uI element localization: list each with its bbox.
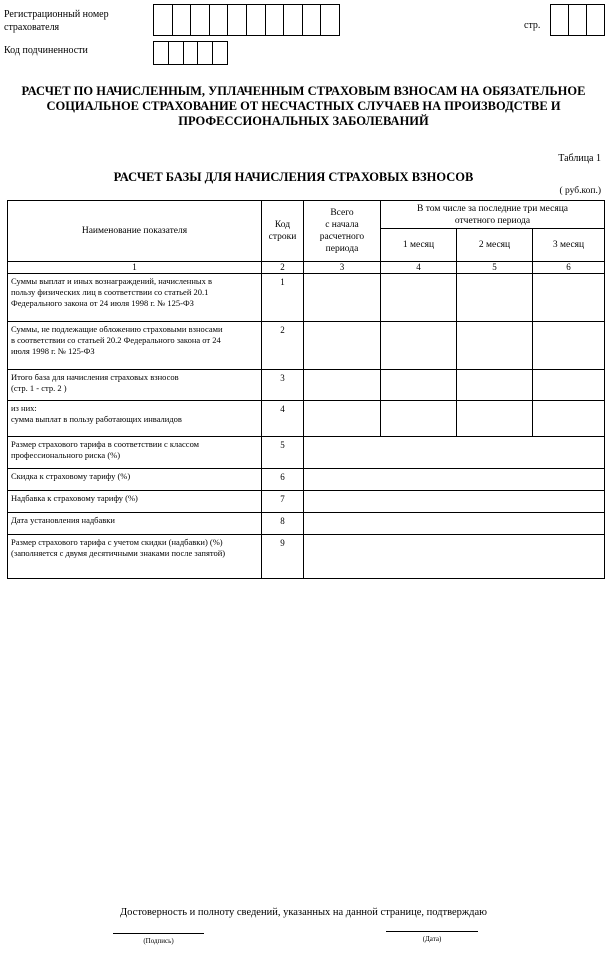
header-month-1: 1 месяц xyxy=(381,229,457,262)
form-title xyxy=(12,84,595,129)
signature-line[interactable] xyxy=(113,933,204,934)
value-total[interactable] xyxy=(304,274,381,322)
row-label-line: Итого база для начисления страховых взносов xyxy=(11,372,179,382)
row-code: 6 xyxy=(262,469,304,491)
page-number-cell[interactable] xyxy=(551,5,569,35)
value-month-2[interactable] xyxy=(457,274,533,322)
confirmation-text: Достоверность и полноту сведений, указанных на данной странице, подтверждаю xyxy=(119,907,488,918)
value-total[interactable] xyxy=(304,370,381,401)
row-label-line: Суммы выплат и иных вознаграждений, начисленных в xyxy=(11,276,213,286)
header-total-line3: расчетного xyxy=(319,232,365,242)
table-row xyxy=(8,322,605,370)
reg-number-cell[interactable] xyxy=(266,5,285,35)
row-label-line: июля 1998 г. № 125-ФЗ xyxy=(11,346,95,356)
col-number: 6 xyxy=(533,262,605,274)
value-month-2[interactable] xyxy=(457,370,533,401)
header-last-three-months xyxy=(381,201,605,229)
row-label xyxy=(8,513,262,535)
reg-number-cell[interactable] xyxy=(173,5,192,35)
value-month-3[interactable] xyxy=(533,274,605,322)
row-label-line: Федерального закона от 24 июля 1998 г. № 125-ФЗ xyxy=(11,298,194,308)
form-title-line1: РАСЧЕТ ПО НАЧИСЛЕННЫМ, УПЛАЧЕННЫМ СТРАХОВЫМ ВЗНОСАМ НА ОБЯЗАТЕЛЬНОЕ xyxy=(21,84,586,98)
value-cell[interactable] xyxy=(304,469,605,491)
form-title-line3: ПРОФЕССИОНАЛЬНЫХ ЗАБОЛЕВАНИЙ xyxy=(178,114,429,128)
col-number: 5 xyxy=(457,262,533,274)
reg-number-cell[interactable] xyxy=(303,5,322,35)
page-number-cell[interactable] xyxy=(587,5,605,35)
col-number: 1 xyxy=(8,262,262,274)
form-title-line2: СОЦИАЛЬНОЕ СТРАХОВАНИЕ ОТ НЕСЧАСТНЫХ СЛУЧАЕВ НА ПРОИЗВОДСТВЕ И xyxy=(46,99,561,113)
header-code-line1: Код xyxy=(274,220,291,230)
table-row xyxy=(8,513,605,535)
header-code xyxy=(262,201,304,262)
row-label xyxy=(8,491,262,513)
value-cell[interactable] xyxy=(304,437,605,469)
value-month-3[interactable] xyxy=(533,401,605,437)
row-code: 8 xyxy=(262,513,304,535)
reg-number-cell[interactable] xyxy=(191,5,210,35)
row-label xyxy=(8,469,262,491)
row-label xyxy=(8,370,262,401)
table-row xyxy=(8,401,605,437)
row-code: 3 xyxy=(262,370,304,401)
header-total-line1: Всего xyxy=(330,208,354,218)
page-number-cells[interactable] xyxy=(550,4,605,36)
row-label-line: (стр. 1 - стр. 2 ) xyxy=(11,383,67,393)
unit-label: ( руб.коп.) xyxy=(559,186,601,196)
subordination-code-cell[interactable] xyxy=(213,42,228,64)
reg-number-cell[interactable] xyxy=(321,5,340,35)
row-label-line: Размер страхового тарифа в соответствии с классом xyxy=(11,439,200,449)
table-row xyxy=(8,535,605,579)
row-label-line: Размер страхового тарифа с учетом скидки (надбавки) (%) xyxy=(11,537,223,547)
reg-number-cell[interactable] xyxy=(154,5,173,35)
header-total xyxy=(304,201,381,262)
value-total[interactable] xyxy=(304,322,381,370)
row-label-line: пользу физических лиц в соответствии со статьей 20.1 xyxy=(11,287,209,297)
signature-caption: (Подпись) xyxy=(143,937,174,945)
reg-number-label-line1: Регистрационный номер xyxy=(4,9,109,20)
header-name: Наименование показателя xyxy=(8,201,262,262)
row-code: 5 xyxy=(262,437,304,469)
row-label xyxy=(8,437,262,469)
page-label: стр. xyxy=(524,20,541,31)
value-total[interactable] xyxy=(304,401,381,437)
table-row xyxy=(8,469,605,491)
subordination-code-cell[interactable] xyxy=(154,42,169,64)
reg-number-cell[interactable] xyxy=(247,5,266,35)
row-label-line: сумма выплат в пользу работающих инвалидов xyxy=(11,414,182,424)
section-title: РАСЧЕТ БАЗЫ ДЛЯ НАЧИСЛЕНИЯ СТРАХОВЫХ ВЗНОСОВ xyxy=(113,170,474,184)
table-row xyxy=(8,437,605,469)
value-month-1[interactable] xyxy=(381,401,457,437)
table-row xyxy=(8,370,605,401)
value-month-3[interactable] xyxy=(533,370,605,401)
page-number-cell[interactable] xyxy=(569,5,587,35)
reg-number-cells[interactable] xyxy=(153,4,340,36)
row-label xyxy=(8,535,262,579)
row-code: 7 xyxy=(262,491,304,513)
row-code: 2 xyxy=(262,322,304,370)
row-label-line: Суммы, не подлежащие обложению страховыми взносами xyxy=(11,324,223,334)
row-code: 9 xyxy=(262,535,304,579)
table-number: Таблица 1 xyxy=(558,153,601,164)
header-total-line2: с начала xyxy=(325,220,359,230)
reg-number-cell[interactable] xyxy=(228,5,247,35)
table-row xyxy=(8,274,605,322)
reg-number-label xyxy=(4,8,109,34)
row-label-line: Надбавка к страховому тарифу (%) xyxy=(11,493,138,503)
subordination-code-cell[interactable] xyxy=(184,42,199,64)
row-code: 1 xyxy=(262,274,304,322)
value-month-1[interactable] xyxy=(381,322,457,370)
value-cell[interactable] xyxy=(304,535,605,579)
reg-number-cell[interactable] xyxy=(210,5,229,35)
header-last3-line2: отчетного периода xyxy=(454,215,531,226)
value-cell[interactable] xyxy=(304,513,605,535)
calculation-table xyxy=(7,200,605,579)
subordination-code-cells[interactable] xyxy=(153,41,228,65)
row-label-line: профессионального риска (%) xyxy=(11,450,121,460)
subordination-code-cell[interactable] xyxy=(198,42,213,64)
col-number: 4 xyxy=(381,262,457,274)
value-month-1[interactable] xyxy=(381,370,457,401)
date-line[interactable] xyxy=(386,931,478,932)
header-code-line2: строки xyxy=(268,232,297,242)
reg-number-label-line2: страхователя xyxy=(4,22,60,33)
value-month-2[interactable] xyxy=(457,401,533,437)
row-code: 4 xyxy=(262,401,304,437)
row-label xyxy=(8,401,262,437)
col-number: 3 xyxy=(304,262,381,274)
subordination-code-cell[interactable] xyxy=(169,42,184,64)
row-label xyxy=(8,322,262,370)
row-label-line: (заполняется с двумя десятичными знаками после запятой) xyxy=(11,548,226,558)
subordination-label: Код подчиненности xyxy=(4,45,88,56)
value-month-3[interactable] xyxy=(533,322,605,370)
row-label-line: Скидка к страховому тарифу (%) xyxy=(11,471,131,481)
value-cell[interactable] xyxy=(304,491,605,513)
header-total-line4: периода xyxy=(325,244,359,254)
col-number: 2 xyxy=(262,262,304,274)
value-month-1[interactable] xyxy=(381,274,457,322)
row-label xyxy=(8,274,262,322)
row-label-line: в соответствии со статьей 20.2 Федерального закона от 24 xyxy=(11,335,221,345)
header-last3-line1: В том числе за последние три месяца xyxy=(417,203,569,214)
reg-number-cell[interactable] xyxy=(284,5,303,35)
row-label-line: Дата установления надбавки xyxy=(11,515,115,525)
date-caption: (Дата) xyxy=(422,935,442,943)
header-month-2: 2 месяц xyxy=(457,229,533,262)
value-month-2[interactable] xyxy=(457,322,533,370)
header-month-3: 3 месяц xyxy=(533,229,605,262)
table-row xyxy=(8,491,605,513)
row-label-line: из них: xyxy=(11,403,37,413)
